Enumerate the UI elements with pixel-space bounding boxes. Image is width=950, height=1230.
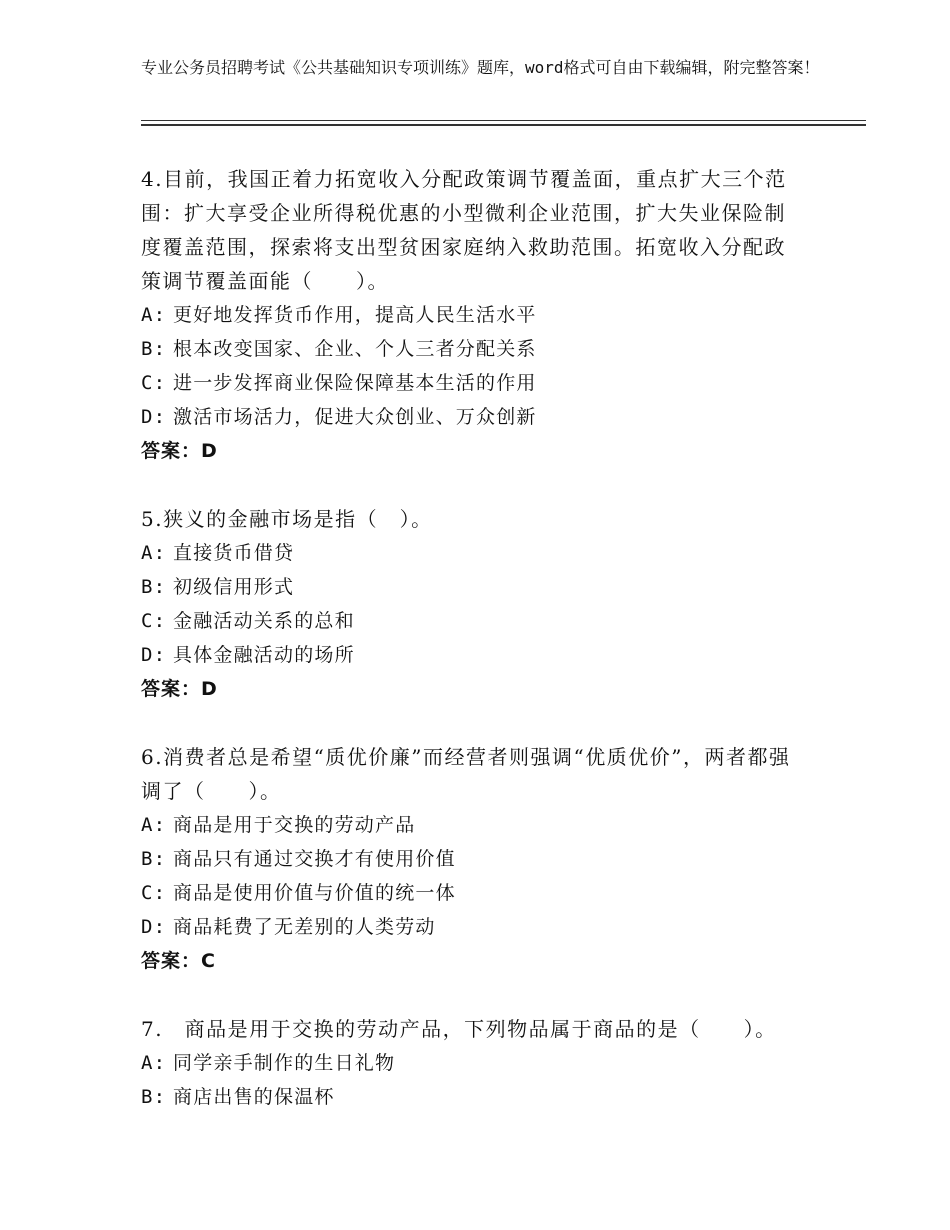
option-b [141, 1080, 801, 1114]
option-b [141, 842, 801, 876]
option-b [141, 570, 801, 604]
option-b [141, 332, 801, 366]
question-stem: 4.目前，我国正着力拓宽收入分配政策调节覆盖面，重点扩大三个范围：扩大享受企业所得税优惠的小型微利企业范围，扩大失业保险制度覆盖范围，探索将支出型贫困家庭纳入救助范围。拓宽收入分配政策调节覆盖面能（ ）。 [141, 167, 787, 293]
answer-line: 答案：D [141, 440, 218, 462]
option-text: 具体金融活动的场所 [173, 644, 355, 666]
option-key: C: [141, 610, 167, 632]
header-divider-thin [141, 120, 866, 121]
option-key: A: [141, 814, 167, 836]
question-stem: 7. 商品是用于交换的劳动产品，下列物品属于商品的是（ ）。 [141, 1017, 777, 1041]
option-key: A: [141, 304, 167, 326]
question-list [141, 162, 801, 1148]
option-d [141, 910, 801, 944]
option-key: B: [141, 1086, 167, 1108]
option-key: D: [141, 644, 167, 666]
option-text: 同学亲手制作的生日礼物 [173, 1052, 396, 1074]
document-header: 专业公务员招聘考试《公共基础知识专项训练》题库，word格式可自由下载编辑，附完整答案！ [141, 58, 820, 77]
option-a [141, 298, 801, 332]
option-text: 初级信用形式 [173, 576, 295, 598]
answer-line: 答案：C [141, 950, 216, 972]
option-c [141, 366, 801, 400]
question-stem: 6.消费者总是希望“质优价廉”而经营者则强调“优质优价”，两者都强调了（ ）。 [141, 745, 791, 803]
question-stem: 5.狭义的金融市场是指（ ）。 [141, 507, 433, 531]
option-text: 商品耗费了无差别的人类劳动 [173, 916, 436, 938]
option-text: 商品只有通过交换才有使用价值 [173, 848, 456, 870]
question-7 [141, 1012, 801, 1114]
option-text: 商店出售的保温杯 [173, 1086, 335, 1108]
option-key: C: [141, 372, 167, 394]
option-key: D: [141, 406, 167, 428]
option-text: 更好地发挥货币作用，提高人民生活水平 [173, 304, 537, 326]
answer-line: 答案：D [141, 678, 218, 700]
option-text: 金融活动关系的总和 [173, 610, 355, 632]
question-6 [141, 740, 801, 978]
option-text: 商品是用于交换的劳动产品 [173, 814, 416, 836]
question-5 [141, 502, 801, 706]
option-c [141, 604, 801, 638]
option-key: C: [141, 882, 167, 904]
option-key: A: [141, 542, 167, 564]
option-text: 商品是使用价值与价值的统一体 [173, 882, 456, 904]
option-key: A: [141, 1052, 167, 1074]
option-c [141, 876, 801, 910]
option-text: 进一步发挥商业保险保障基本生活的作用 [173, 372, 537, 394]
option-d [141, 400, 801, 434]
option-a [141, 536, 801, 570]
option-text: 直接货币借贷 [173, 542, 295, 564]
option-key: B: [141, 576, 167, 598]
option-key: D: [141, 916, 167, 938]
option-a [141, 1046, 801, 1080]
option-a [141, 808, 801, 842]
header-divider-thick [141, 124, 866, 126]
option-text: 激活市场活力，促进大众创业、万众创新 [173, 406, 537, 428]
option-key: B: [141, 848, 167, 870]
option-text: 根本改变国家、企业、个人三者分配关系 [173, 338, 537, 360]
option-key: B: [141, 338, 167, 360]
option-d [141, 638, 801, 672]
question-4 [141, 162, 801, 468]
